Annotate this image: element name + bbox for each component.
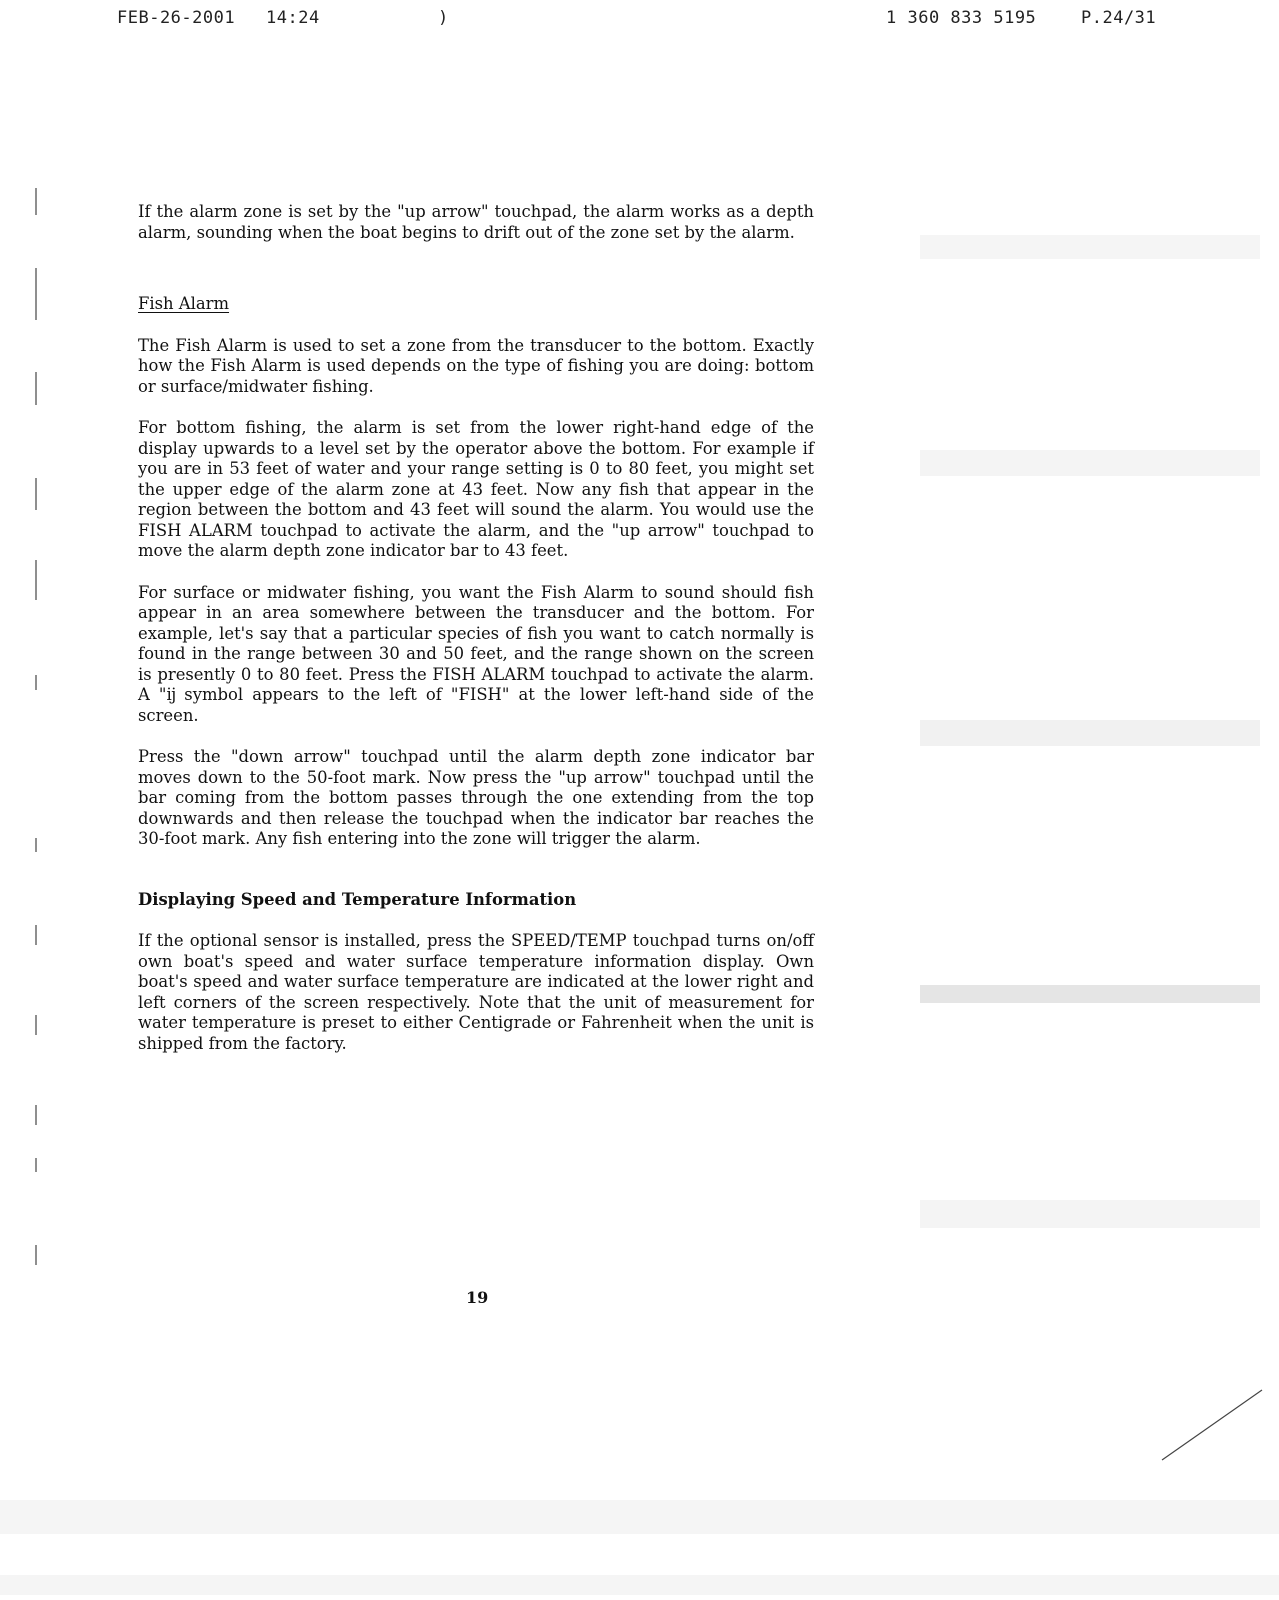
fax-phone-number: 1 360 833 5195 <box>886 8 1037 28</box>
document-body <box>138 202 814 1054</box>
fax-page-indicator: P.24/31 <box>1081 8 1157 28</box>
fax-time: 14:24 <box>266 8 320 28</box>
section-heading-fish-alarm: Fish Alarm <box>138 294 230 313</box>
fax-header <box>0 8 1279 38</box>
paragraph-set-zone: Press the "down arrow" touchpad until the alarm depth zone indicator bar moves down to the 50-foot mark. Now press the "up arrow" touchpad until the bar coming from the bottom passes through the one extending from the top downwards and then release the touchpad when the indicator bar reaches the 30-foot mark. Any fish entering into the zone will trigger the alarm. <box>138 747 814 848</box>
fax-date: FEB-26-2001 <box>117 8 236 28</box>
paragraph-bottom-fishing: For bottom fishing, the alarm is set from the lower right-hand edge of the display upwards to a level set by the operator above the bottom. For example if you are in 53 feet of water and your range setting is 0 to 80 feet, you might set the upper edge of the alarm zone at 43 feet. Now any fish that appear in the region between the bottom and 43 feet will sound the alarm. You would use the FISH ALARM touchpad to activate the alarm, and the "up arrow" touchpad to move the alarm depth zone indicator bar to 43 feet. <box>138 418 814 560</box>
paragraph-depth-alarm: If the alarm zone is set by the "up arrow" touchpad, the alarm works as a depth alarm, sounding when the boat begins to drift out of the zone set by the alarm. <box>138 202 814 242</box>
section-heading-speed-temp: Displaying Speed and Temperature Information <box>138 889 577 909</box>
paragraph-speed-temp: If the optional sensor is installed, press the SPEED/TEMP touchpad turns on/off own boat's speed and water surface temperature information display. Own boat's speed and water surface temperature are indicated at the lower right and left corners of the screen respectively. Note that the unit of measurement for water temperature is preset to either Centigrade or Fahrenheit when the unit is shipped from the factory. <box>138 931 814 1053</box>
page-number: 19 <box>466 1288 489 1307</box>
paragraph-midwater-fishing: For surface or midwater fishing, you want the Fish Alarm to sound should fish appear in an area somewhere between the transducer and the bottom. For example, let's say that a particular species of fish you want to catch normally is found in the range between 30 and 50 feet, and the range shown on the screen is presently 0 to 80 feet. Press the FISH ALARM touchpad to activate the alarm. A "ĳ symbol appears to the left of "FISH" at the lower left-hand side of the screen. <box>138 582 814 725</box>
fax-mark: ) <box>438 8 449 28</box>
paragraph-fish-alarm-intro: The Fish Alarm is used to set a zone from the transducer to the bottom. Exactly how the Fish Alarm is used depends on the type of fishing you are doing: bottom or surface/midwater fishing. <box>138 335 814 396</box>
